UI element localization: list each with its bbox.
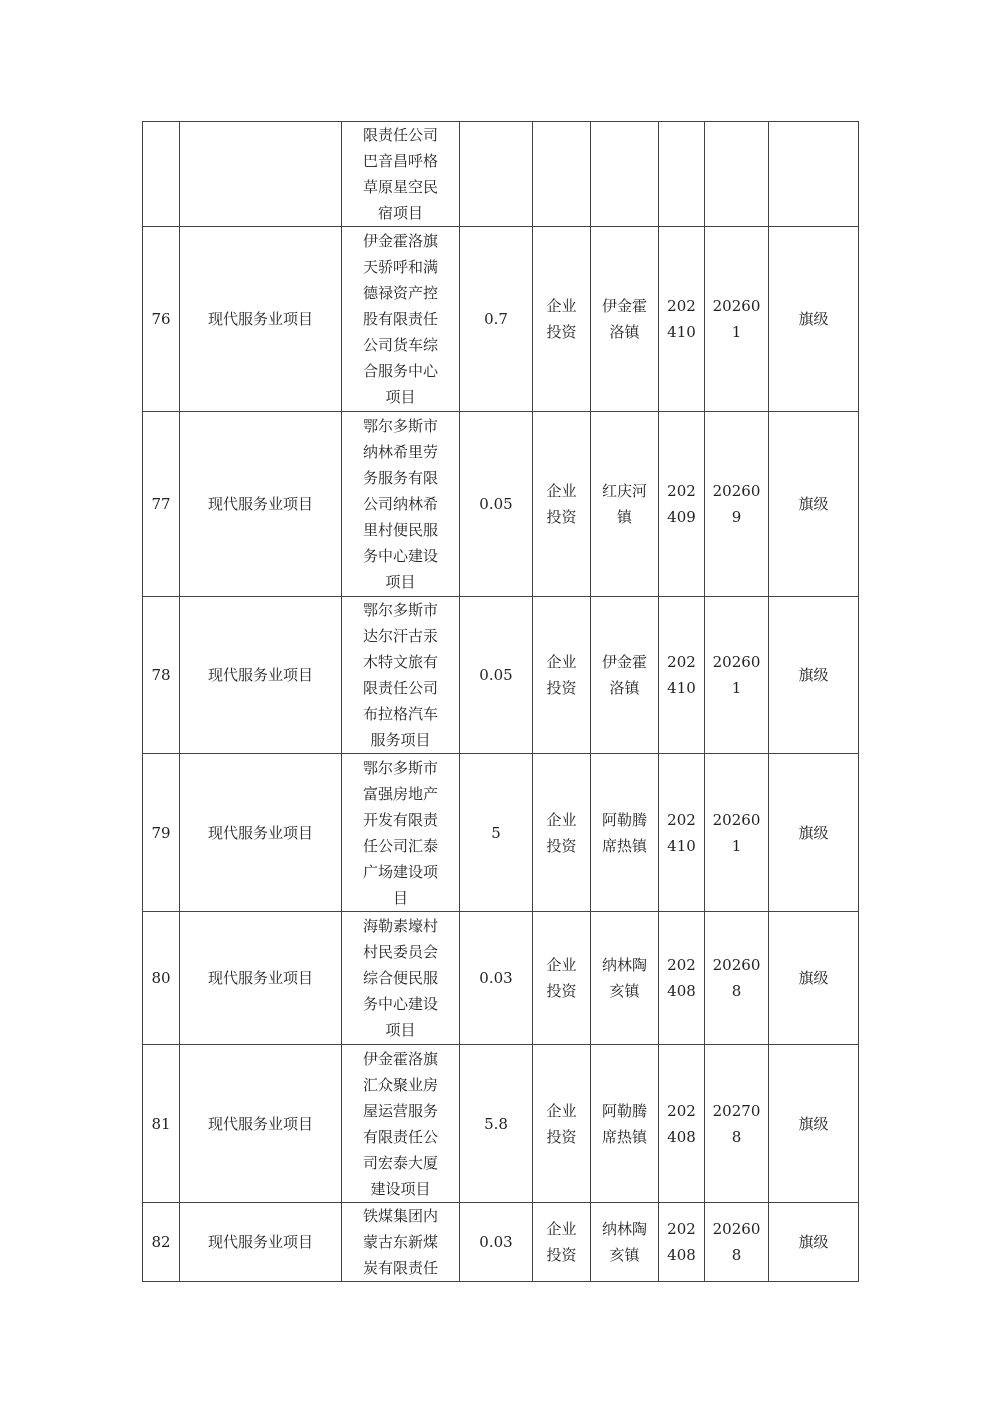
cell-start [659,122,705,227]
cell-no: 80 [143,912,180,1045]
cell-investment: 0.03 [460,1203,533,1282]
cell-level: 旗级 [769,754,859,912]
cell-no: 76 [143,227,180,412]
cell-source: 企业 投资 [533,754,591,912]
cell-no [143,122,180,227]
cell-category [180,122,342,227]
cell-level: 旗级 [769,597,859,754]
cell-source: 企业 投资 [533,1045,591,1203]
cell-town: 红庆河 镇 [591,412,659,597]
table-row [143,122,859,227]
cell-category: 现代服务业项目 [180,227,342,412]
cell-town: 纳林陶 亥镇 [591,912,659,1045]
table-row [143,227,859,412]
cell-category: 现代服务业项目 [180,912,342,1045]
cell-source: 企业 投资 [533,227,591,412]
cell-town [591,122,659,227]
table-row [143,1203,859,1282]
cell-investment [460,122,533,227]
cell-end: 20260 8 [705,912,769,1045]
cell-project-name: 铁煤集团内 蒙古东新煤 炭有限责任 [342,1203,460,1282]
cell-category: 现代服务业项目 [180,597,342,754]
cell-no: 82 [143,1203,180,1282]
cell-no: 77 [143,412,180,597]
cell-start: 202 409 [659,412,705,597]
cell-end: 20260 1 [705,597,769,754]
cell-category: 现代服务业项目 [180,412,342,597]
cell-town: 阿勒腾 席热镇 [591,754,659,912]
cell-level [769,122,859,227]
cell-level: 旗级 [769,412,859,597]
cell-project-name: 海勒素壕村 村民委员会 综合便民服 务中心建设 项目 [342,912,460,1045]
cell-level: 旗级 [769,1045,859,1203]
cell-source: 企业 投资 [533,1203,591,1282]
cell-investment: 0.03 [460,912,533,1045]
cell-category: 现代服务业项目 [180,754,342,912]
cell-start: 202 410 [659,754,705,912]
cell-investment: 0.7 [460,227,533,412]
cell-investment: 5 [460,754,533,912]
table-row [143,597,859,754]
table-row [143,1045,859,1203]
cell-investment: 5.8 [460,1045,533,1203]
cell-end [705,122,769,227]
project-table [142,121,859,1282]
cell-category: 现代服务业项目 [180,1045,342,1203]
cell-project-name: 伊金霍洛旗 天骄呼和满 德禄资产控 股有限责任 公司货车综 合服务中心 项目 [342,227,460,412]
cell-investment: 0.05 [460,412,533,597]
cell-town: 纳林陶 亥镇 [591,1203,659,1282]
cell-project-name: 鄂尔多斯市 纳林希里劳 务服务有限 公司纳林希 里村便民服 务中心建设 项目 [342,412,460,597]
cell-end: 20260 1 [705,227,769,412]
cell-town: 阿勒腾 席热镇 [591,1045,659,1203]
table-row [143,412,859,597]
cell-source: 企业 投资 [533,912,591,1045]
cell-project-name: 伊金霍洛旗 汇众聚业房 屋运营服务 有限责任公 司宏泰大厦 建设项目 [342,1045,460,1203]
table-row [143,912,859,1045]
cell-level: 旗级 [769,912,859,1045]
cell-project-name: 鄂尔多斯市 富强房地产 开发有限责 任公司汇泰 广场建设项 目 [342,754,460,912]
cell-level: 旗级 [769,1203,859,1282]
cell-source [533,122,591,227]
cell-no: 79 [143,754,180,912]
cell-end: 20260 8 [705,1203,769,1282]
cell-no: 81 [143,1045,180,1203]
cell-source: 企业 投资 [533,412,591,597]
cell-start: 202 410 [659,597,705,754]
cell-project-name: 限责任公司 巴音昌呼格 草原星空民 宿项目 [342,122,460,227]
cell-start: 202 408 [659,1203,705,1282]
cell-project-name: 鄂尔多斯市 达尔汗古汞 木特文旅有 限责任公司 布拉格汽车 服务项目 [342,597,460,754]
cell-end: 20260 1 [705,754,769,912]
cell-source: 企业 投资 [533,597,591,754]
cell-start: 202 408 [659,1045,705,1203]
table-row [143,754,859,912]
cell-category: 现代服务业项目 [180,1203,342,1282]
cell-start: 202 408 [659,912,705,1045]
cell-level: 旗级 [769,227,859,412]
cell-end: 20270 8 [705,1045,769,1203]
cell-no: 78 [143,597,180,754]
cell-investment: 0.05 [460,597,533,754]
cell-end: 20260 9 [705,412,769,597]
cell-town: 伊金霍 洛镇 [591,227,659,412]
cell-town: 伊金霍 洛镇 [591,597,659,754]
cell-start: 202 410 [659,227,705,412]
